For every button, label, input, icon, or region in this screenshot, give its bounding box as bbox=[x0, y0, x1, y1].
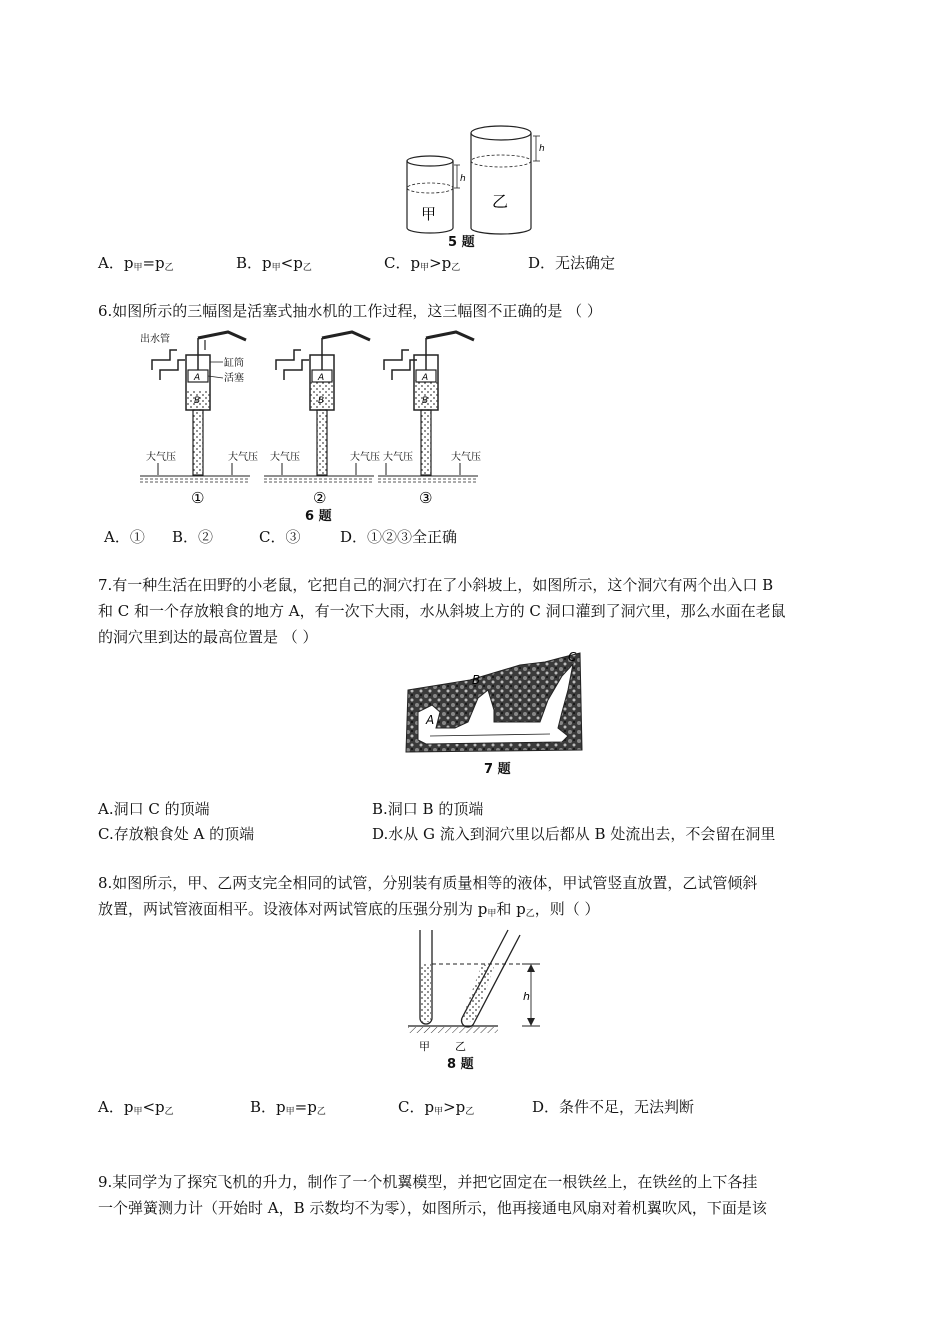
q5-label-jia: 甲 bbox=[421, 205, 437, 223]
q6-pump2-atm-left: 大气压 bbox=[270, 452, 300, 463]
q6-pump3-atm-right: 大气压 bbox=[451, 452, 481, 463]
q7-caption: 7 题 bbox=[484, 762, 511, 777]
q6-label-cylinder: 缸筒 bbox=[224, 358, 244, 369]
q5-label-h2: h bbox=[539, 144, 545, 154]
q6-pump1-atm-right: 大气压 bbox=[228, 452, 258, 463]
q8-label-h: h bbox=[523, 990, 530, 1003]
q6-pump3-label-b: B bbox=[422, 396, 429, 406]
q6-option-b: B．② bbox=[172, 528, 214, 546]
q5-option-d: D．无法确定 bbox=[528, 254, 616, 272]
q6-label-piston: 活塞 bbox=[224, 373, 244, 384]
q5-label-h1: h bbox=[460, 174, 466, 184]
q6-sub2: ② bbox=[313, 489, 327, 507]
q8-label-jia: 甲 bbox=[419, 1040, 430, 1053]
q6-pump2-atm-right: 大气压 bbox=[350, 452, 380, 463]
q8-line-2: 放置，两试管液面相平。设液体对两试管底的压强分别为 $p_甲$和 $p_乙$，则（ ） bbox=[98, 900, 600, 919]
q6-stem: 6.如图所示的三幅图是活塞式抽水机的工作过程，这三幅图不正确的是 （ ） bbox=[98, 302, 602, 320]
q8-label-yi: 乙 bbox=[455, 1040, 466, 1053]
q6-pump3-label-a: A bbox=[422, 373, 429, 383]
q7-line-2: 和 C 和一个存放粮食的地方 A，有一次下大雨，水从斜坡上方的 C 洞口灌到了洞穴里，那么水面在老鼠 bbox=[98, 602, 786, 620]
q7-line-1: 7.有一种生活在田野的小老鼠，它把自己的洞穴打在了小斜坡上，如图所示，这个洞穴有两个出入口 B bbox=[98, 576, 774, 594]
q8-option-c: C．$p_甲>p_乙$ bbox=[398, 1098, 475, 1117]
q9-line-1: 9.某同学为了探究飞机的升力，制作了一个机翼模型，并把它固定在一根铁丝上，在铁丝的上下各挂 bbox=[98, 1173, 758, 1191]
q5-option-c: C．$p_甲>p_乙$ bbox=[384, 254, 461, 273]
q8-caption: 8 题 bbox=[447, 1057, 474, 1072]
q6-option-c: C．③ bbox=[259, 528, 301, 546]
q7-option-c: C.存放粮食处 A 的顶端 bbox=[98, 825, 255, 843]
q7-label-c: C bbox=[568, 650, 577, 664]
q7-option-b: B.洞口 B 的顶端 bbox=[372, 800, 484, 818]
q6-pump2-label-b: B bbox=[318, 396, 325, 406]
q8-option-d: D．条件不足，无法判断 bbox=[532, 1098, 695, 1116]
q7-line-3: 的洞穴里到达的最高位置是 （ ） bbox=[98, 628, 318, 646]
q6-pump1-atm-left: 大气压 bbox=[146, 452, 176, 463]
q6-caption: 6 题 bbox=[305, 509, 332, 524]
q7-option-a: A.洞口 C 的顶端 bbox=[98, 800, 210, 818]
q8-option-a: A．$p_甲<p_乙$ bbox=[98, 1098, 174, 1117]
q6-sub1: ① bbox=[191, 489, 205, 507]
q5-caption: 5 题 bbox=[448, 235, 475, 250]
q6-option-a: A．① bbox=[104, 528, 145, 546]
q5-option-b: B．$p_甲<p_乙$ bbox=[236, 254, 312, 273]
q6-pump2-label-a: A bbox=[318, 373, 325, 383]
q5-label-yi: 乙 bbox=[492, 192, 509, 211]
q6-option-d: D．①②③全正确 bbox=[340, 528, 458, 546]
q8-line-1: 8.如图所示，甲、乙两支完全相同的试管，分别装有质量相等的液体，甲试管竖直放置，乙试管倾斜 bbox=[98, 874, 758, 892]
q7-label-a: A bbox=[426, 713, 435, 727]
q6-pump1-label-b: B bbox=[194, 396, 201, 406]
q6-pump1-label-a: A bbox=[194, 373, 201, 383]
tube-jia bbox=[420, 930, 432, 1024]
q9-line-2: 一个弹簧测力计（开始时 A，B 示数均不为零），如图所示，他再接通电风扇对着机翼吹风，下面是该 bbox=[98, 1199, 767, 1217]
q6-sub3: ③ bbox=[419, 489, 433, 507]
q7-label-b: B bbox=[472, 673, 481, 687]
q6-pump3-atm-left: 大气压 bbox=[383, 452, 413, 463]
q5-option-a: A．$p_甲=p_乙$ bbox=[98, 254, 174, 273]
q8-option-b: B．$p_甲=p_乙$ bbox=[250, 1098, 326, 1117]
q7-option-d: D.水从 G 流入到洞穴里以后都从 B 处流出去，不会留在洞里 bbox=[372, 825, 776, 843]
tube-yi bbox=[462, 930, 521, 1027]
q6-label-outlet: 出水管 bbox=[140, 334, 170, 345]
